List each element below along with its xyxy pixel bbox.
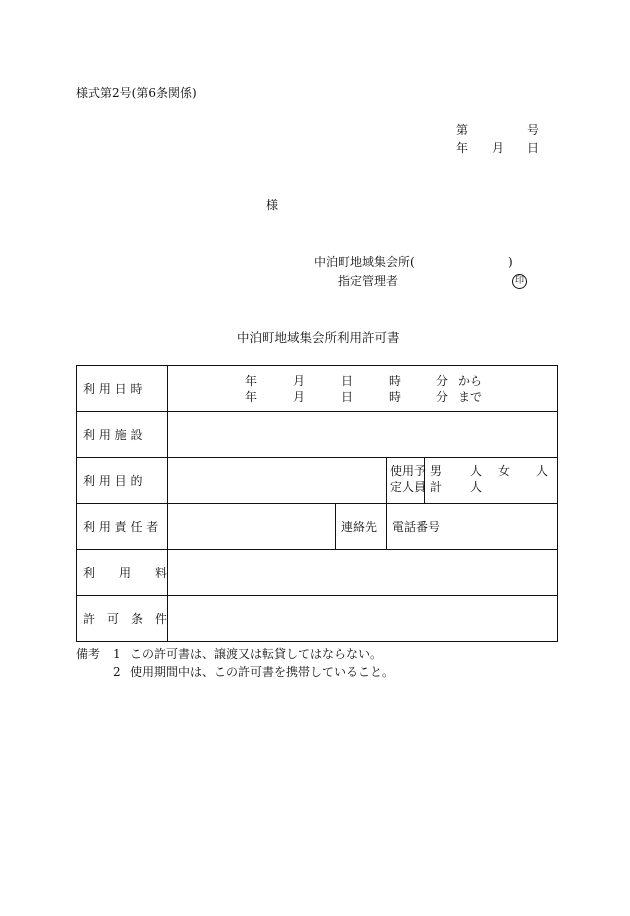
count-label-2: 定人員 [390, 480, 427, 494]
permit-table [76, 365, 558, 642]
note-1-text: この許可書は、譲渡又は転貸してはならない。 [130, 647, 383, 661]
note-2-number: 2 [113, 665, 121, 679]
document-title: 中泊町地域集会所利用許可書 [237, 330, 400, 345]
row-fee [77, 550, 558, 596]
dt2-year: 年 [245, 390, 258, 404]
form-number: 様式第2号(第6条関係) [76, 86, 197, 100]
doc-number-go: 号 [527, 123, 540, 137]
expected-count-label [387, 458, 425, 504]
notes-heading: 備考 [76, 647, 101, 661]
doc-date-day: 日 [527, 141, 540, 155]
dt1-year: 年 [245, 374, 258, 388]
label-datetime: 利 用 日 時 [77, 366, 168, 412]
doc-number-dai: 第 [456, 123, 469, 137]
total-label: 計 [430, 480, 443, 494]
facility-value[interactable] [168, 412, 558, 458]
label-facility: 利 用 施 設 [77, 412, 168, 458]
recipient-suffix: 様 [266, 198, 279, 212]
row-purpose [77, 458, 558, 504]
conditions-value[interactable] [168, 596, 558, 642]
seal-stamp: 印 [512, 274, 527, 289]
dt2-hour: 時 [389, 390, 402, 404]
doc-date-year: 年 [456, 141, 469, 155]
expected-count-value[interactable] [425, 458, 558, 504]
issuer-manager: 指定管理者 [338, 274, 399, 288]
label-purpose: 利 用 目 的 [77, 458, 168, 504]
row-conditions [77, 596, 558, 642]
phone-field[interactable] [387, 504, 558, 550]
purpose-value[interactable] [168, 458, 387, 504]
row-responsible [77, 504, 558, 550]
issuer-facility-close: ) [508, 255, 513, 269]
dt2-month: 月 [293, 390, 306, 404]
responsible-value[interactable] [168, 504, 336, 550]
label-fee: 利 用 料 [77, 550, 168, 596]
doc-date-month: 月 [492, 141, 505, 155]
row-facility [77, 412, 558, 458]
issuer-facility: 中泊町地域集会所( [314, 255, 415, 269]
male-label: 男 [430, 464, 443, 478]
contact-label: 連絡先 [336, 504, 387, 550]
dt1-day: 日 [341, 374, 354, 388]
total-person: 人 [470, 480, 483, 494]
label-conditions: 許 可 条 件 [77, 596, 168, 642]
dt1-minute: 分 [436, 374, 449, 388]
datetime-value[interactable] [168, 366, 558, 412]
dt2-minute: 分 [436, 390, 449, 404]
note-2-text: 使用期間中は、この許可書を携帯していること。 [130, 665, 395, 679]
fee-value[interactable] [168, 550, 558, 596]
note-1-number: 1 [113, 647, 121, 661]
phone-label: 電話番号 [392, 520, 441, 534]
row-datetime [77, 366, 558, 412]
dt1-hour: 時 [389, 374, 402, 388]
female-person: 人 [536, 464, 549, 478]
label-responsible: 利 用 責 任 者 [77, 504, 168, 550]
dt2-day: 日 [341, 390, 354, 404]
count-label-1: 使用予 [390, 464, 427, 478]
dt1-suffix: から [458, 374, 483, 388]
dt1-month: 月 [293, 374, 306, 388]
male-person: 人 [470, 464, 483, 478]
dt2-suffix: まで [458, 390, 483, 404]
female-label: 女 [498, 464, 511, 478]
